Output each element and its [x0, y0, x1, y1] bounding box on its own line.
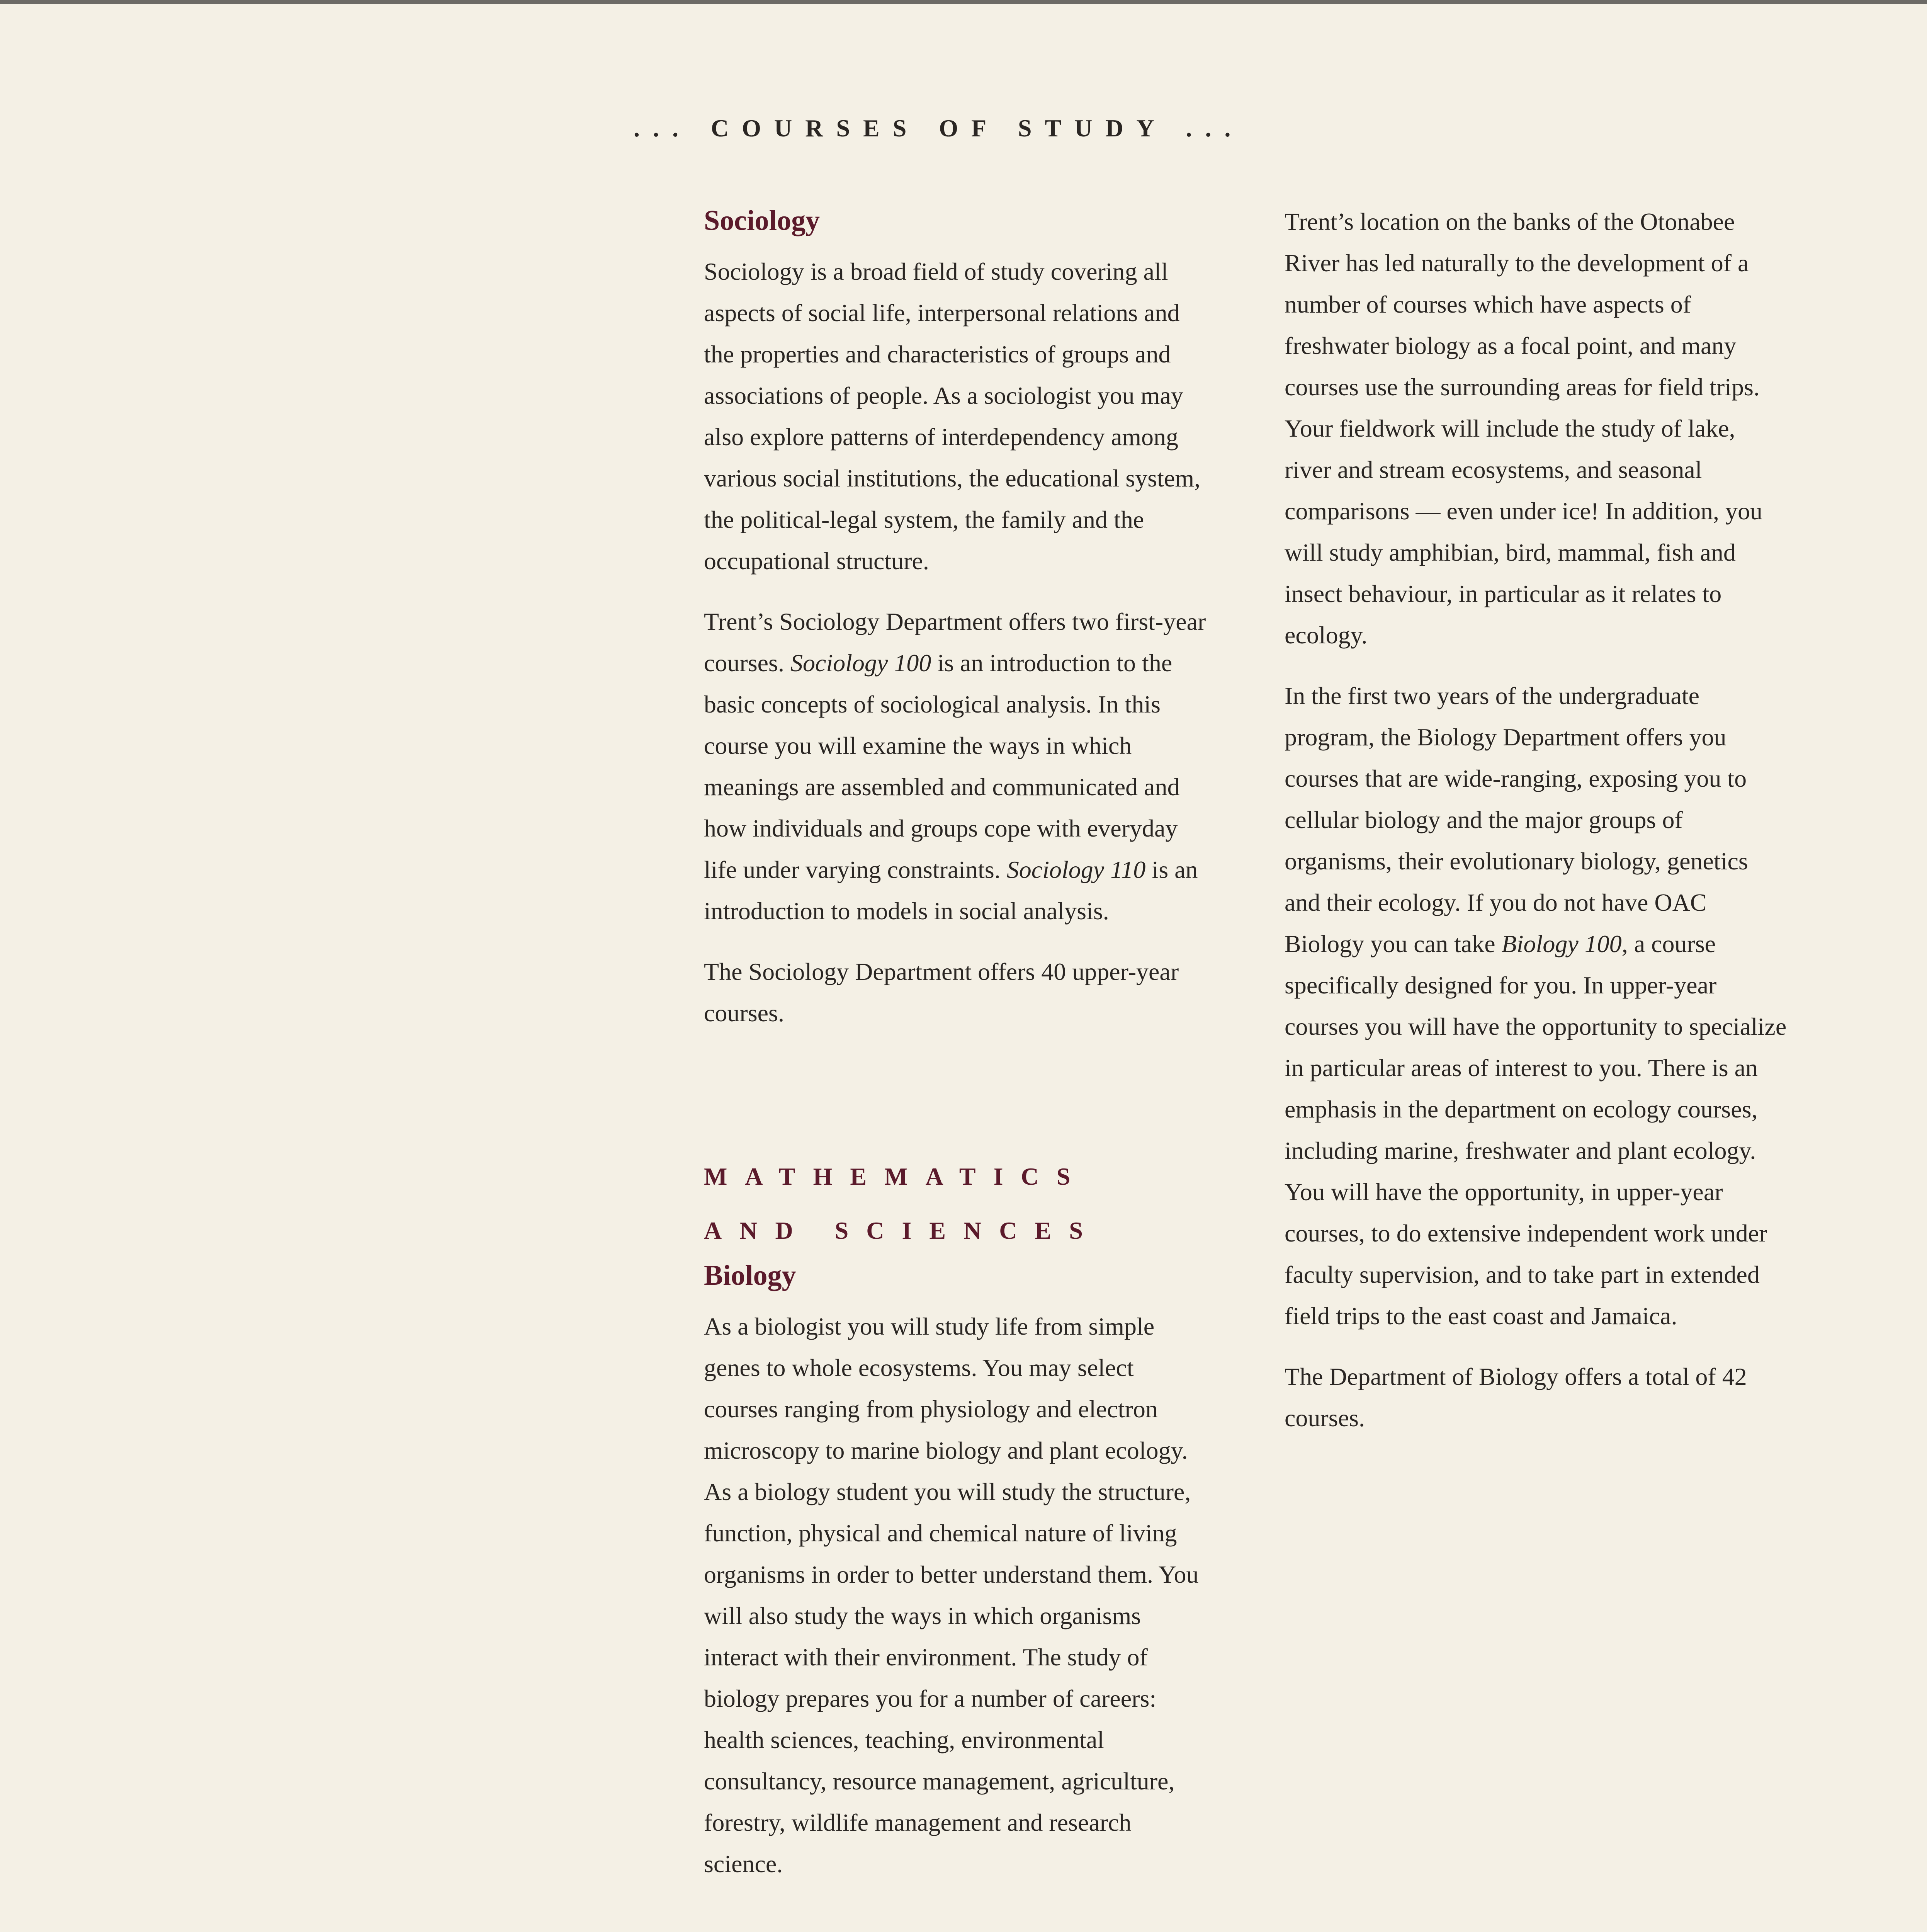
biology-paragraph-3-text-b: a course specifically designed for you. In upper-year courses you will have the opportunity to specialize in particular areas of interest to you. There is an emphasis in the department on ecology courses, including marine, freshwater and plant ecology. You will have the opportunity, in upper-year courses, to do extensive independent work under faculty supervision, and to take part in extended field trips to the east coast and Jamaica.	[1285, 930, 1787, 1330]
biology-100-course: Biology 100,	[1501, 930, 1628, 957]
sociology-paragraph-3: The Sociology Department offers 40 upper-year courses.	[704, 958, 1179, 1027]
biology-paragraph-3	[1285, 675, 1787, 1337]
sociology-100-course: Sociology 100	[790, 649, 931, 677]
sociology-paragraph-2-text-b: is an introduction to the basic concepts of sociological analysis. In this course you will examine the ways in which meanings are assembled and communicated and how individuals and groups cope with everyday life under varying constraints.	[704, 649, 1180, 883]
sociology-paragraph-2-text-c: is an introduction to models in social analysis.	[704, 856, 1198, 925]
sociology-paragraph-1: Sociology is a broad field of study covering all aspects of social life, interpersonal relations and the properties and characteristics of groups and associations of people. As a sociologist you may also explore patterns of interdependency among various social institutions, the educational system, the political-legal system, the family and the occupational structure.	[704, 258, 1201, 575]
sociology-paragraph-2-text-a: Trent’s Sociology Department offers two first-year courses.	[704, 608, 1206, 677]
mathematics-and-sciences-heading: MATHEMATICS AND SCIENCES	[704, 1163, 1101, 1244]
right-column	[1285, 201, 1787, 1458]
biology-paragraph-1: As a biologist you will study life from simple genes to whole ecosystems. You may select courses ranging from physiology and electron microscopy to marine biology and plant ecology. As a biology student you will study the structure, function, physical and chemical nature of living organisms in order to better understand them. You will also study the ways in which organisms interact with their environment. The study of biology prepares you for a number of careers: health sciences, teaching, environmental consultancy, resource management, agriculture, forestry, wildlife management and research science.	[704, 1313, 1199, 1878]
biology-paragraph-2: Trent’s location on the banks of the Otonabee River has led naturally to the development of a number of courses which have aspects of freshwater biology as a focal point, and many courses use the surrounding areas for field trips. Your fieldwork will include the study of lake, river and stream ecosystems, and seasonal comparisons — even under ice! In addition, you will study amphibian, bird, mammal, fish and insect behaviour, in particular as it relates to ecology.	[1285, 208, 1762, 649]
biology-paragraph-4: The Department of Biology offers a total of 42 courses.	[1285, 1363, 1747, 1432]
biology-heading: Biology	[704, 1260, 796, 1291]
biology-paragraph-3-text-a: In the first two years of the undergraduate program, the Biology Department offers you courses that are wide-ranging, exposing you to cellular biology and the major groups of organisms, their evolutionary biology, genetics and their ecology. If you do not have OAC Biology you can take	[1285, 682, 1748, 957]
top-edge-rule	[0, 0, 1927, 4]
sociology-heading: Sociology	[704, 205, 820, 236]
sociology-110-course: Sociology 110	[1006, 856, 1146, 883]
sociology-paragraph-2	[704, 601, 1206, 932]
running-head: ... COURSES OF STUDY ...	[634, 114, 1244, 142]
left-column	[704, 199, 1206, 1904]
